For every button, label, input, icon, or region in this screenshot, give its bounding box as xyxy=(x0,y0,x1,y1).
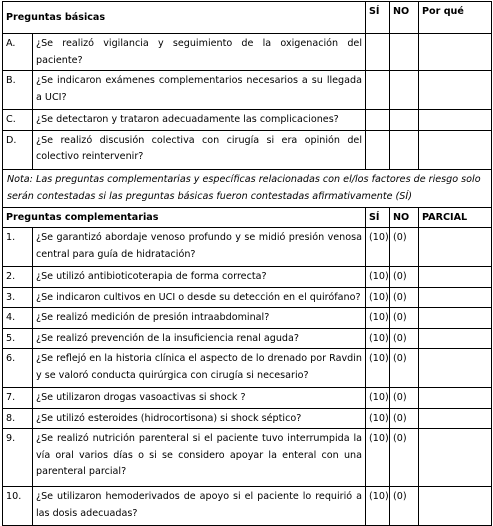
score-parcial-cell xyxy=(419,267,492,288)
score-no: (0) xyxy=(390,388,419,409)
score-parcial-cell xyxy=(419,429,492,487)
complementary-question-row xyxy=(3,487,492,526)
question-id: 4. xyxy=(3,308,33,329)
question-text: ¿Se utilizó antibioticoterapia de forma correcta? xyxy=(33,267,366,288)
question-id: 9. xyxy=(3,429,33,487)
score-si: (10) xyxy=(366,267,390,288)
answer-porque-cell xyxy=(419,71,492,110)
question-id: 5. xyxy=(3,328,33,349)
score-no: (0) xyxy=(390,429,419,487)
question-id: 3. xyxy=(3,287,33,308)
question-text: ¿Se utilizaron hemoderivados de apoyo si el paciente lo requirió a las dosis adecuadas? xyxy=(33,487,366,526)
score-si: (10) xyxy=(366,328,390,349)
score-si: (10) xyxy=(366,388,390,409)
score-parcial-cell xyxy=(419,308,492,329)
complementary-col-no: NO xyxy=(390,207,419,228)
basic-section-title: Preguntas básicas xyxy=(3,2,366,34)
question-text: ¿Se indicaron exámenes complementarios necesarios a su llegada a UCI? xyxy=(33,71,366,110)
score-parcial-cell xyxy=(419,287,492,308)
question-text: ¿Se realizó prevención de la insuficiencia renal aguda? xyxy=(33,328,366,349)
question-id: A. xyxy=(3,34,33,71)
score-no: (0) xyxy=(390,228,419,267)
answer-no-cell xyxy=(390,110,419,131)
question-text: ¿Se realizó medición de presión intraabdominal? xyxy=(33,308,366,329)
score-parcial-cell xyxy=(419,487,492,526)
basic-col-porque: Por qué xyxy=(419,2,492,34)
answer-porque-cell xyxy=(419,34,492,71)
score-parcial-cell xyxy=(419,228,492,267)
basic-question-row xyxy=(3,110,492,131)
question-text: ¿Se reflejó en la historia clínica el aspecto de lo drenado por Ravdin y se valoró conducta quirúrgica con cirugía si necesario? xyxy=(33,349,366,388)
answer-porque-cell xyxy=(419,130,492,169)
score-si: (10) xyxy=(366,287,390,308)
basic-question-row xyxy=(3,130,492,169)
basic-col-no: NO xyxy=(390,2,419,34)
question-id: 2. xyxy=(3,267,33,288)
evaluation-table xyxy=(2,1,492,526)
question-text: ¿Se indicaron cultivos en UCI o desde su detección en el quirófano? xyxy=(33,287,366,308)
answer-no-cell xyxy=(390,130,419,169)
question-text: ¿Se utilizó esteroides (hidrocortisona) si shock séptico? xyxy=(33,408,366,429)
answer-si-cell xyxy=(366,71,390,110)
score-no: (0) xyxy=(390,308,419,329)
complementary-section-title: Preguntas complementarias xyxy=(3,207,366,228)
score-no: (0) xyxy=(390,287,419,308)
question-text: ¿Se utilizaron drogas vasoactivas si shock ? xyxy=(33,388,366,409)
score-parcial-cell xyxy=(419,388,492,409)
score-no: (0) xyxy=(390,487,419,526)
question-id: D. xyxy=(3,130,33,169)
score-no: (0) xyxy=(390,408,419,429)
question-text: ¿Se realizó discusión colectiva con cirugía si era opinión del colectivo reintervenir? xyxy=(33,130,366,169)
score-si: (10) xyxy=(366,308,390,329)
complementary-question-row xyxy=(3,308,492,329)
question-text: ¿Se realizó nutrición parenteral si el paciente tuvo interrumpida la vía oral varios días o si se considero apoyar la enteral con una parenteral parcial? xyxy=(33,429,366,487)
note-row xyxy=(3,169,492,207)
question-id: 10. xyxy=(3,487,33,526)
basic-header-row xyxy=(3,2,492,34)
score-no: (0) xyxy=(390,267,419,288)
note-text: Nota: Las preguntas complementarias y específicas relacionadas con el/los factores de riesgo solo serán contestadas si las preguntas básicas fueron contestadas afirmativamente (SÍ) xyxy=(3,169,492,207)
question-id: 6. xyxy=(3,349,33,388)
answer-si-cell xyxy=(366,110,390,131)
complementary-question-row xyxy=(3,287,492,308)
score-parcial-cell xyxy=(419,408,492,429)
question-id: 7. xyxy=(3,388,33,409)
basic-question-row xyxy=(3,71,492,110)
answer-porque-cell xyxy=(419,110,492,131)
question-text: ¿Se garantizó abordaje venoso profundo y se midió presión venosa central para guía de hidratación? xyxy=(33,228,366,267)
answer-si-cell xyxy=(366,130,390,169)
basic-question-row xyxy=(3,34,492,71)
score-parcial-cell xyxy=(419,349,492,388)
complementary-question-row xyxy=(3,267,492,288)
complementary-question-row xyxy=(3,349,492,388)
score-si: (10) xyxy=(366,349,390,388)
basic-col-si: SÍ xyxy=(366,2,390,34)
score-si: (10) xyxy=(366,487,390,526)
score-si: (10) xyxy=(366,228,390,267)
complementary-col-parcial: PARCIAL xyxy=(419,207,492,228)
score-no: (0) xyxy=(390,349,419,388)
complementary-question-row xyxy=(3,408,492,429)
complementary-question-row xyxy=(3,228,492,267)
answer-no-cell xyxy=(390,71,419,110)
complementary-col-si: SÍ xyxy=(366,207,390,228)
question-id: B. xyxy=(3,71,33,110)
question-text: ¿Se realizó vigilancia y seguimiento de la oxigenación del paciente? xyxy=(33,34,366,71)
question-id: 8. xyxy=(3,408,33,429)
question-text: ¿Se detectaron y trataron adecuadamente las complicaciones? xyxy=(33,110,366,131)
score-no: (0) xyxy=(390,328,419,349)
question-id: 1. xyxy=(3,228,33,267)
score-parcial-cell xyxy=(419,328,492,349)
answer-no-cell xyxy=(390,34,419,71)
answer-si-cell xyxy=(366,34,390,71)
complementary-question-row xyxy=(3,328,492,349)
question-id: C. xyxy=(3,110,33,131)
score-si: (10) xyxy=(366,408,390,429)
complementary-question-row xyxy=(3,388,492,409)
score-si: (10) xyxy=(366,429,390,487)
complementary-header-row xyxy=(3,207,492,228)
complementary-question-row xyxy=(3,429,492,487)
